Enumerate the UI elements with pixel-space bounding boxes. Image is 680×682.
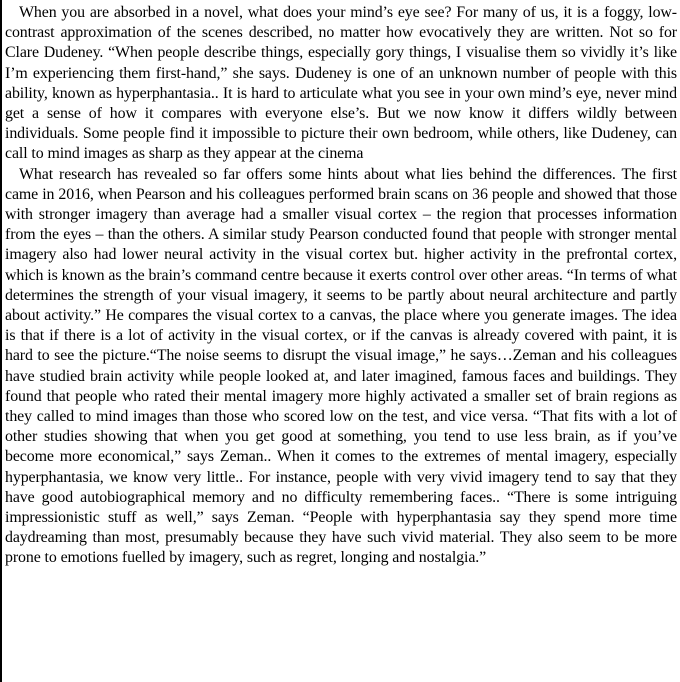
paragraph-1: When you are absorbed in a novel, what does your mind’s eye see? For many of us, it is a foggy, low-contrast approximation of the scenes described, no matter how evocatively they are written. Not so for Clare Dudeney. “When people describe things, especially gory things, I visualise them so vividly it’s like I’m experiencing them first-hand,” she says. Dudeney is one of an unknown number of people with this ability, known as hyperphantasia.. It is hard to articulate what you see in your own mind’s eye, never mind get a sense of how it compares with everyone else’s. But we now know it differs wildly between individuals. Some people find it impossible to picture their own bedroom, while others, like Dudeney, can call to mind images as sharp as they appear at the cinema bbox=[5, 4, 677, 163]
left-margin-rule bbox=[0, 0, 2, 682]
document-body bbox=[5, 3, 677, 569]
paragraph-2: What research has revealed so far offers some hints about what lies behind the differences. The first came in 2016, when Pearson and his colleagues performed brain scans on 36 people and showed that those with stronger imagery than average had a smaller visual cortex – the region that processes information from the eyes – than the others. A similar study Pearson conducted found that people with stronger mental imagery also had lower neural activity in the visual cortex but. higher activity in the prefrontal cortex, which is known as the brain’s command centre because it exerts control over other areas. “In terms of what determines the strength of your visual imagery, it seems to be partly about neural architecture and partly about activity.” He compares the visual cortex to a canvas, the place where you generate images. The idea is that if there is a lot of activity in the visual cortex, or if the canvas is already covered with paint, it is hard to see the picture.“The noise seems to disrupt the visual image,” he says…Zeman and his colleagues have studied brain activity while people looked at, and later imagined, famous faces and buildings. They found that people who rated their mental imagery more highly activated a smaller set of brain regions as they called to mind images than those who scored low on the test, and vice versa. “That fits with a lot of other studies showing that when you get good at something, you tend to use less brain, as if you’ve become more economical,” says Zeman.. When it comes to the extremes of mental imagery, especially hyperphantasia, we know very little.. For instance, people with very vivid imagery tend to say that they have good autobiographical memory and no difficulty remembering faces.. “There is some intriguing impressionistic stuff as well,” says Zeman. “People with hyperphantasia say they spend more time daydreaming than most, presumably because they have such vivid material. They also seem to be more prone to emotions fuelled by imagery, such as regret, longing and nostalgia.” bbox=[5, 165, 677, 567]
